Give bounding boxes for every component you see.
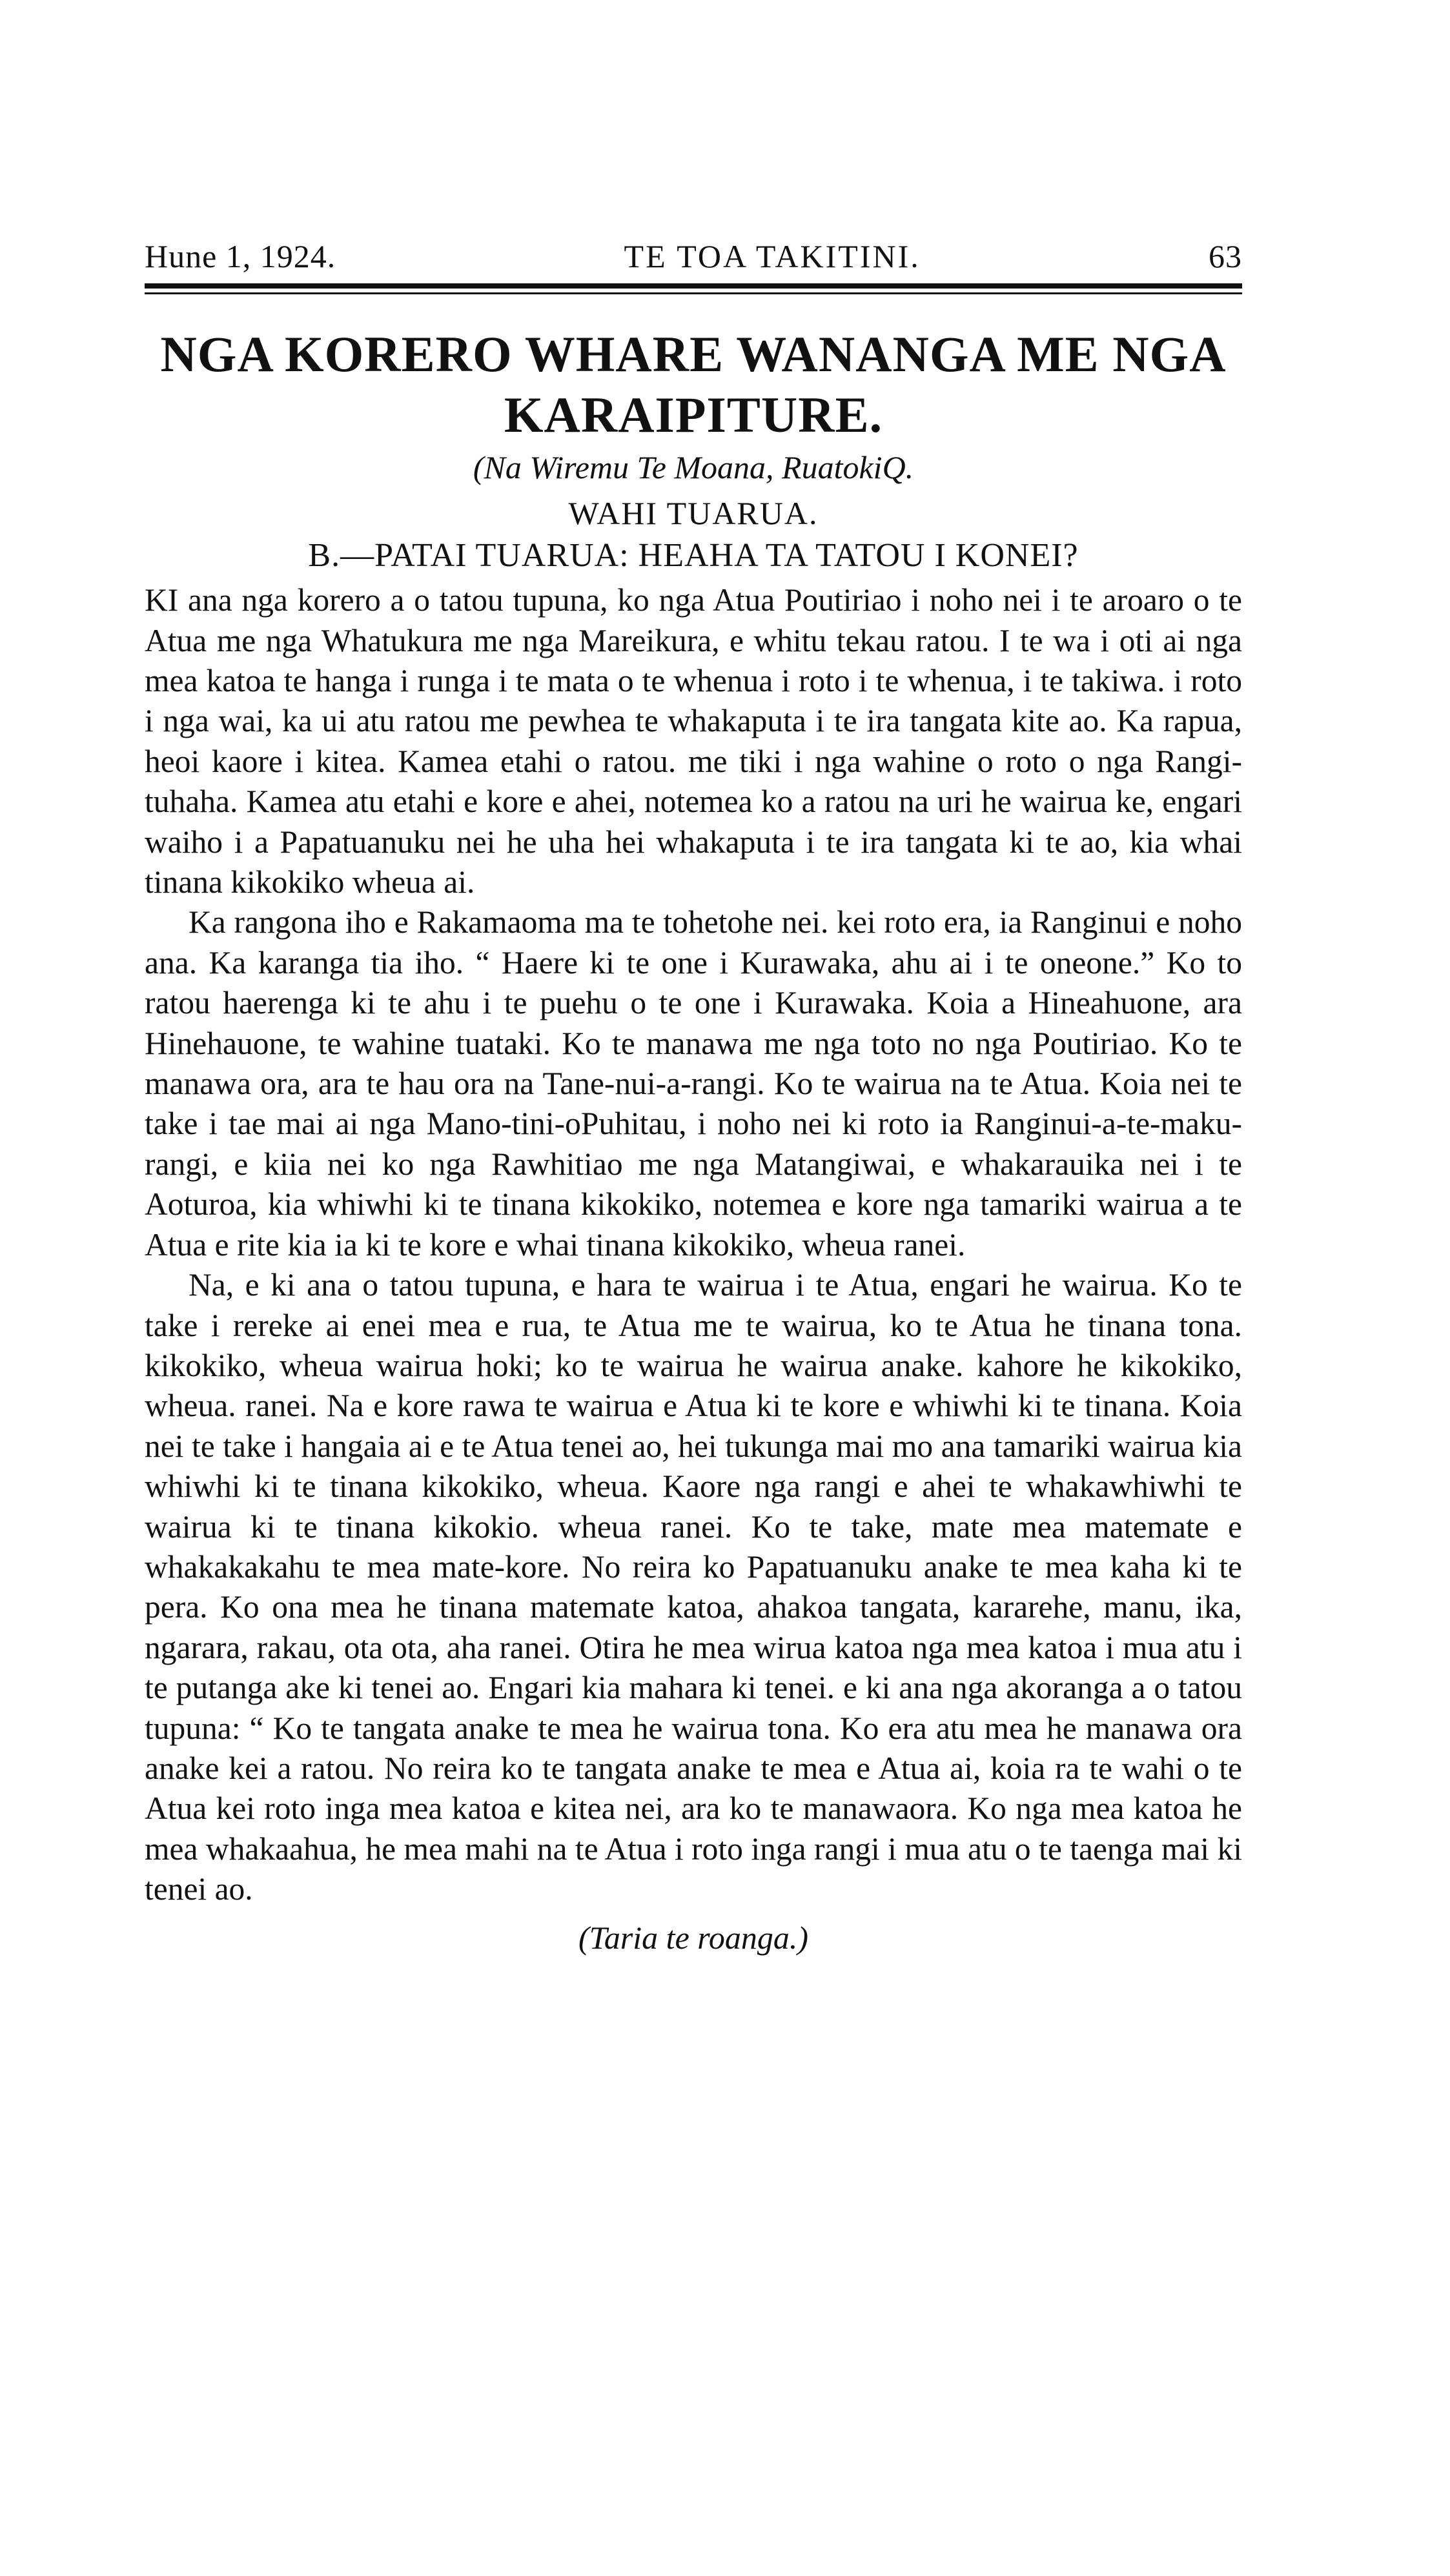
article-body [145,580,1242,1909]
page [145,239,1242,1956]
section-heading: WAHI TUARUA. [568,494,819,531]
header-rule-thick [145,283,1242,289]
continued-note: (Taria te roanga.) [578,1919,809,1956]
publication-title: TE TOA TAKITINI. [624,238,921,274]
article-byline: (Na Wiremu Te Moana, RuatokiQ. [473,449,914,486]
question-heading: B.—PATAI TUARUA: HEAHA TA TATOU I KONEI? [308,537,1079,574]
paragraph: Ka rangona iho e Rakamaoma ma te tohetohe nei. kei roto era, ia Ranginui e noho ana. Ka karanga tia iho. “ Haere ki te one i Kurawaka, ahu ai i te oneone.” Ko to ratou haerenga ki te ahu i te puehu o te one i Kurawaka. Koia a Hineahuone, ara Hinehauone, te wahine tuataki. Ko te manawa me nga toto no nga Poutiriao. Ko te manawa ora, ara te hau ora na Tane-nui-a-rangi. Ko te wairua na te Atua. Koia nei te take i tae mai ai nga Mano-tini-oPuhitau, i noho nei ki roto ia Ranginui-a-te-maku-rangi, e kiia nei ko nga Rawhitiao me nga Matangiwai, e whakarauika nei i te Aoturoa, kia whiwhi ki te tinana kikokiko, notemea e kore nga tamariki wairua a te Atua e rite kia ia ki te kore e whai tinana kikokiko, wheua ranei. [145,904,1242,1263]
paragraph: Na, e ki ana o tatou tupuna, e hara te wairua i te Atua, engari he wairua. Ko te take i rereke ai enei mea e rua, te Atua me te wairua, ko te Atua he tinana tona. kikokiko, wheua wairua hoki; ko te wairua he wairua anake. kahore he kikokiko, wheua. ranei. Na e kore rawa te wairua e Atua ki te kore e whiwhi ki te tinana. Koia nei te take i hangaia ai e te Atua tenei ao, hei tukunga mai mo ana tamariki wairua kia whiwhi ki te tinana kikokiko, wheua. Kaore nga rangi e ahei te whakawhiwhi te wairua ki te tinana kikokio. wheua ranei. Ko te take, mate mea matemate e whakakakahu te mea mate-kore. No reira ko Papatuanuku anake te mea kaha ki te pera. Ko ona mea he tinana matemate katoa, ahakoa tangata, kararehe, manu, ika, ngarara, rakau, ota ota, aha ranei. Otira he mea wirua katoa nga mea katoa i mua atu i te putanga ake ki tenei ao. Engari kia mahara ki tenei. e ki ana nga akoranga a o tatou tupuna: “ Ko te tangata anake te mea he wairua tona. Ko era atu mea he manawa ora anake kei a ratou. No reira ko te tangata anake te mea e Atua ai, koia ra te wahi o te Atua kei roto inga mea katoa e kitea nei, ara ko te manawaora. Ko nga mea katoa he mea whakaahua, he mea mahi na te Atua i roto inga rangi i mua atu o te taenga mai ki tenei ao. [145,1267,1242,1907]
header-rule-thin [145,292,1242,294]
paragraph: KI ana nga korero a o tatou tupuna, ko nga Atua Poutiriao i noho nei i te aroaro o te Atua me nga Whatukura me nga Mareikura, e whitu tekau ratou. I te wa i oti ai nga mea katoa te hanga i runga i te mata o te whenua i roto i te whenua, i te takiwa. i roto i nga wai, ka ui atu ratou me pewhea te whakaputa i te ira tangata kite ao. Ka rapua, heoi kaore i kitea. Kamea etahi o ratou. me tiki i nga wahine o roto o nga Rangi-tuhaha. Kamea atu etahi e kore e ahei, notemea ko a ratou na uri he wairua ke, engari waiho i a Papatuanuku nei he uha hei whakaputa i te ira tangata ki te ao, kia whai tinana kikokiko wheua ai. [145,582,1242,900]
issue-date: Hune 1, 1924. [145,238,336,274]
article-title: NGA KORERO WHARE WANANGA ME NGA KARAIPITURE. [160,326,1227,443]
page-number: 63 [1208,238,1242,274]
running-head [145,239,1242,274]
